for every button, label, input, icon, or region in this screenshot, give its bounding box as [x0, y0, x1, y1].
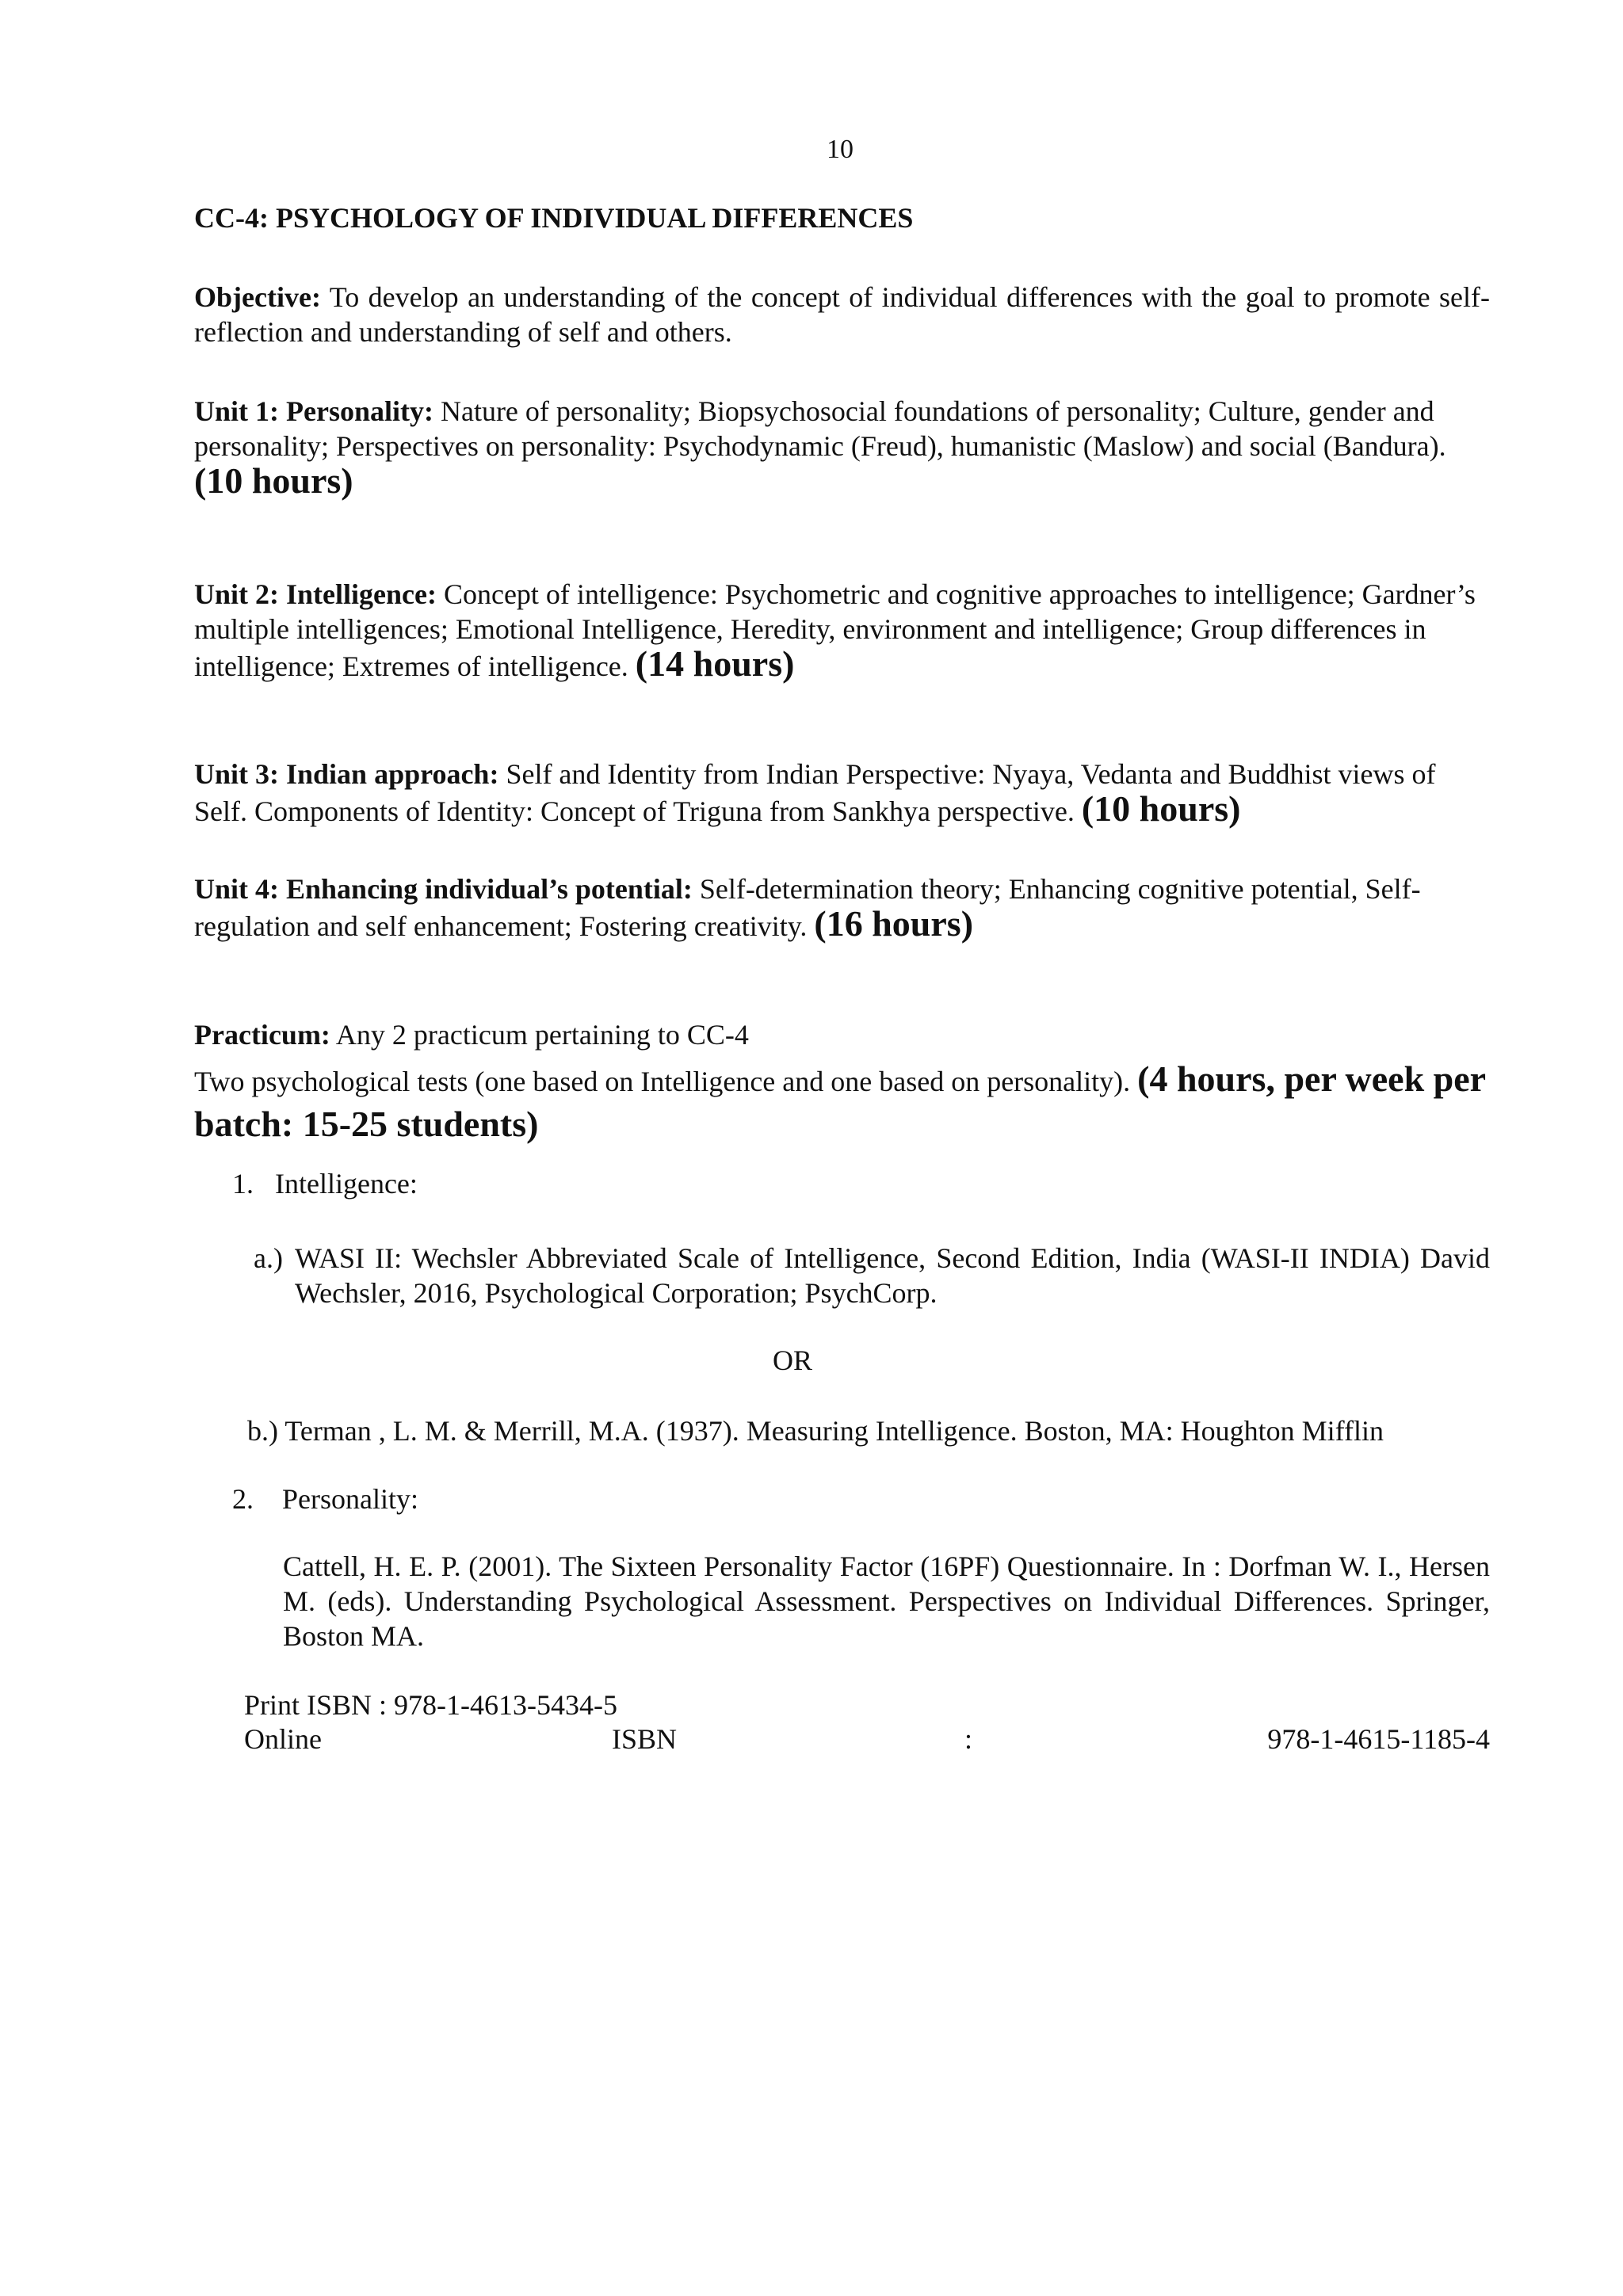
unit-1-label: Unit 1: Personality:: [194, 395, 433, 427]
unit-2-hours: (14 hours): [635, 643, 795, 684]
practicum-line: [194, 1017, 1490, 1052]
list-item-1: [232, 1166, 418, 1201]
practicum-tests-text: Two psychological tests (one based on Intelligence and one based on personality).: [194, 1066, 1138, 1097]
list-item-1-label: Intelligence:: [275, 1168, 418, 1199]
objective-paragraph: [194, 280, 1490, 349]
sub-item-b-label: b.): [247, 1415, 278, 1447]
unit-4-label: Unit 4: Enhancing individual’s potential:: [194, 873, 693, 905]
unit-1-hours: (10 hours): [194, 460, 353, 501]
sub-item-a-text: WASI II: Wechsler Abbreviated Scale of Intelligence, Second Edition, India (WASI-II INDIA) David Wechsler, 2016, Psychological Corporation; PsychCorp.: [295, 1242, 1490, 1309]
unit-3-paragraph: [194, 757, 1490, 829]
unit-2-label: Unit 2: Intelligence:: [194, 578, 437, 610]
list-item-1-number: 1.: [232, 1168, 254, 1199]
practicum-text: Any 2 practicum pertaining to CC-4: [330, 1019, 749, 1051]
list-item-2-label: Personality:: [282, 1483, 418, 1515]
unit-3-text: Self and Identity from Indian Perspective: Nyaya, Vedanta and Buddhist views of Self. Components of Identity: Concept of Triguna from Sankhya perspective.: [194, 758, 1436, 827]
or-separator: OR: [772, 1344, 812, 1376]
page-number: 10: [827, 135, 854, 164]
sub-item-a: [295, 1241, 1490, 1310]
unit-1-text: Nature of personality; Biopsychosocial foundations of personality; Culture, gender and personality; Perspectives on personality: Psychodynamic (Freud), humanistic (Maslow) and social (Bandura).: [194, 395, 1446, 462]
online-isbn-label: ISBN: [612, 1723, 678, 1755]
list-item-2: [232, 1482, 418, 1516]
online-isbn-word: Online: [244, 1723, 322, 1755]
sub-item-b-text: Terman , L. M. & Merrill, M.A. (1937). Measuring Intelligence. Boston, MA: Houghton Mifflin: [285, 1415, 1384, 1447]
online-isbn-value: 978-1-4615-1185-4: [1267, 1723, 1490, 1755]
unit-3-label: Unit 3: Indian approach:: [194, 758, 499, 790]
unit-3-hours: (10 hours): [1081, 788, 1241, 829]
online-isbn-colon: :: [964, 1723, 973, 1755]
unit-4-text: Self-determination theory; Enhancing cognitive potential, Self-regulation and self enhancement; Fostering creativity.: [194, 873, 1421, 942]
sub-item-a-label: a.): [254, 1242, 283, 1274]
unit-4-paragraph: [194, 871, 1490, 944]
practicum-tests-paragraph: [194, 1058, 1490, 1148]
practicum-hours: (4 hours, per week per batch: 15-25 students): [194, 1058, 1486, 1144]
unit-2-text: Concept of intelligence: Psychometric and cognitive approaches to intelligence; Gardner’s multiple intelligences; Emotional Intelligence, Heredity, environment and intelligence; Group differences in intelligence; Extremes of intelligence.: [194, 578, 1476, 682]
page-title: CC-4: PSYCHOLOGY OF INDIVIDUAL DIFFERENCES: [194, 202, 914, 234]
list-item-2-number: 2.: [232, 1483, 254, 1515]
unit-2-paragraph: [194, 577, 1490, 684]
sub-item-b: [247, 1413, 1384, 1448]
cattell-reference: Cattell, H. E. P. (2001). The Sixteen Personality Factor (16PF) Questionnaire. In : Dorfman W. I., Hersen M. (eds). Understanding Psychological Assessment. Perspectives on Individual Differences. Springer, Boston MA.: [283, 1550, 1490, 1652]
objective-text: To develop an understanding of the concept of individual differences with the goal to promote self-reflection and understanding of self and others.: [194, 281, 1490, 348]
objective-label: Objective:: [194, 281, 321, 313]
unit-4-hours: (16 hours): [814, 903, 974, 944]
unit-1-paragraph: [194, 394, 1490, 501]
practicum-label: Practicum:: [194, 1019, 330, 1051]
print-isbn: Print ISBN : 978-1-4613-5434-5: [244, 1689, 617, 1721]
